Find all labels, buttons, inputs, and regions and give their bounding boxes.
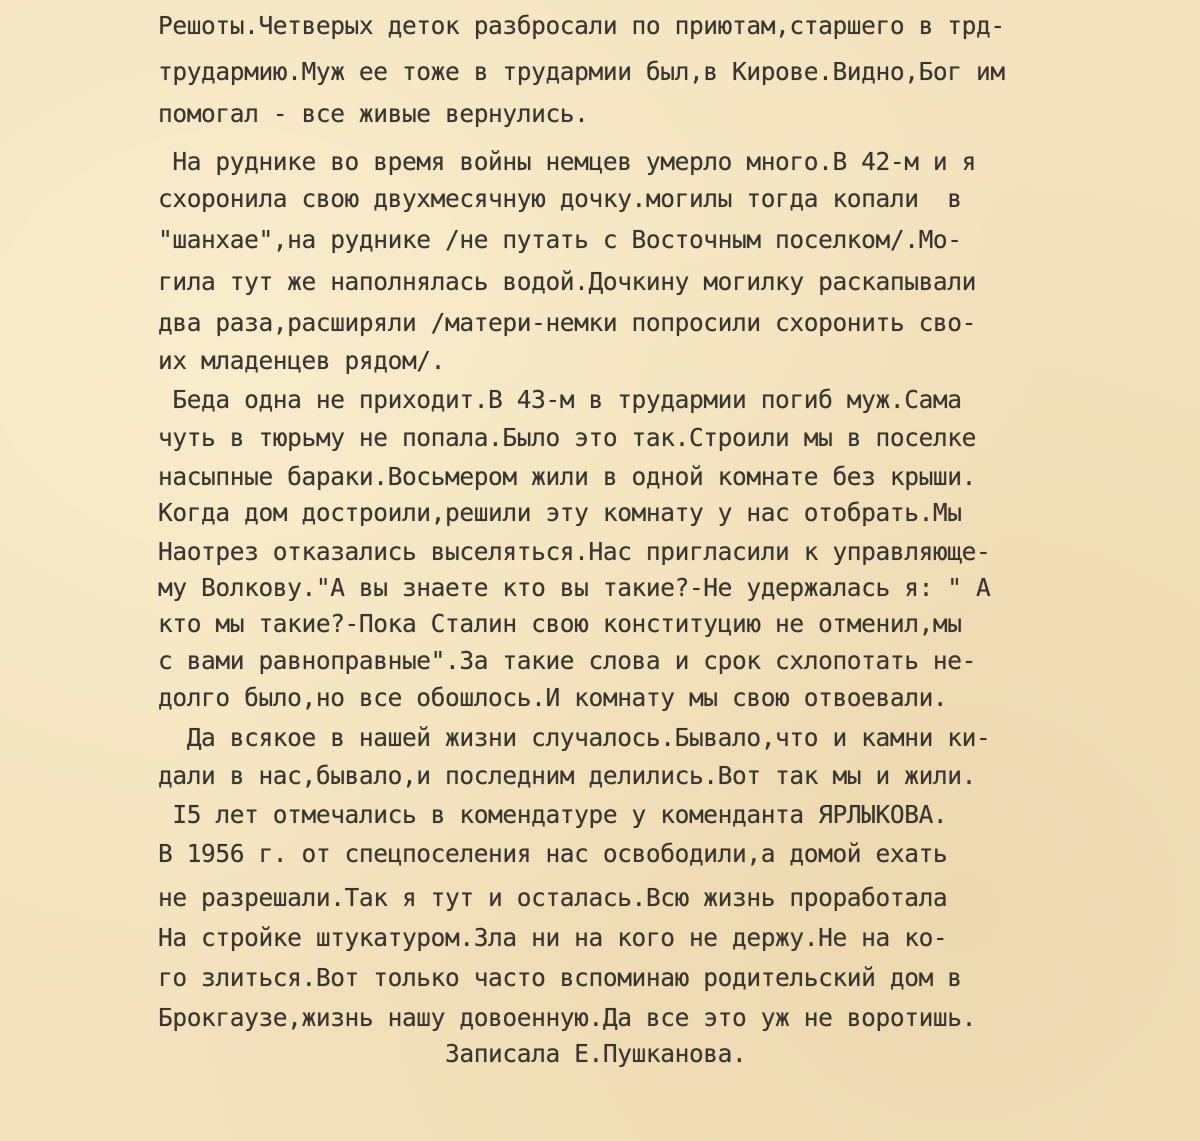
text-line: два раза,расширяли /матери-немки попросили схоронить сво- — [158, 308, 976, 337]
text-line: Да всякое в нашей жизни случалось.Бывало,что и камни ки- — [158, 723, 991, 752]
text-line: В 1956 г. от спецпоселения нас освободили,а домой ехать — [158, 839, 948, 868]
text-line: Решоты.Четверых деток разбросали по приютам,старшего в трд- — [158, 11, 1005, 40]
text-line: "шанхае",на руднике /не путать с Восточным поселком/.Мо- — [158, 225, 962, 254]
text-line: долго было,но все обошлось.И комнату мы свою отвоевали. — [158, 683, 948, 712]
text-line: Когда дом достроили,решили эту комнату у нас отобрать.Мы — [158, 498, 962, 527]
text-line: не разрешали.Так я тут и осталась.Всю жизнь проработала — [158, 883, 948, 912]
signature-line: Записала Е.Пушканова. — [158, 1039, 747, 1068]
text-line: На руднике во время войны немцев умерло много.В 42-м и я — [158, 147, 976, 176]
text-line: насыпные бараки.Восьмером жили в одной комнате без крыши. — [158, 462, 976, 491]
text-line: На стройке штукатуром.Зла ни на кого не держу.Не на ко- — [158, 923, 948, 952]
text-line: Беда одна не приходит.В 43-м в трудармии погиб муж.Сама — [158, 385, 962, 414]
text-line: их младенцев рядом/. — [158, 346, 446, 375]
text-line: с вами равноправные".За такие слова и срок схлопотать не- — [158, 646, 976, 675]
text-line: I5 лет отмечались в комендатуре у коменданта ЯРЛЫКОВА. — [158, 800, 948, 829]
text-line: гила тут же наполнялась водой.Дочкину могилку раскапывали — [158, 267, 976, 296]
text-line: дали в нас,бывало,и последним делились.Вот так мы и жили. — [158, 761, 976, 790]
text-line: Наотрез отказались выселяться.Нас пригласили к управляюще- — [158, 537, 991, 566]
text-line: го злиться.Вот только часто вспоминаю родительский дом в — [158, 963, 962, 992]
text-line: трудармию.Муж ее тоже в трудармии был,в Кирове.Видно,Бог им — [158, 57, 1005, 86]
text-line: кто мы такие?-Пока Сталин свою конституцию не отменил,мы — [158, 609, 962, 638]
text-line: чуть в тюрьму не попала.Было это так.Строили мы в поселке — [158, 423, 976, 452]
text-line: Брокгаузе,жизнь нашу довоенную.Да все это уж не воротишь. — [158, 1003, 976, 1032]
text-line: помогал - все живые вернулись. — [158, 99, 589, 128]
text-line: схоронила свою двухмесячную дочку.могилы тогда копали в — [158, 184, 962, 213]
text-line: му Волкову."А вы знаете кто вы такие?-Не удержалась я: " А — [158, 573, 991, 602]
